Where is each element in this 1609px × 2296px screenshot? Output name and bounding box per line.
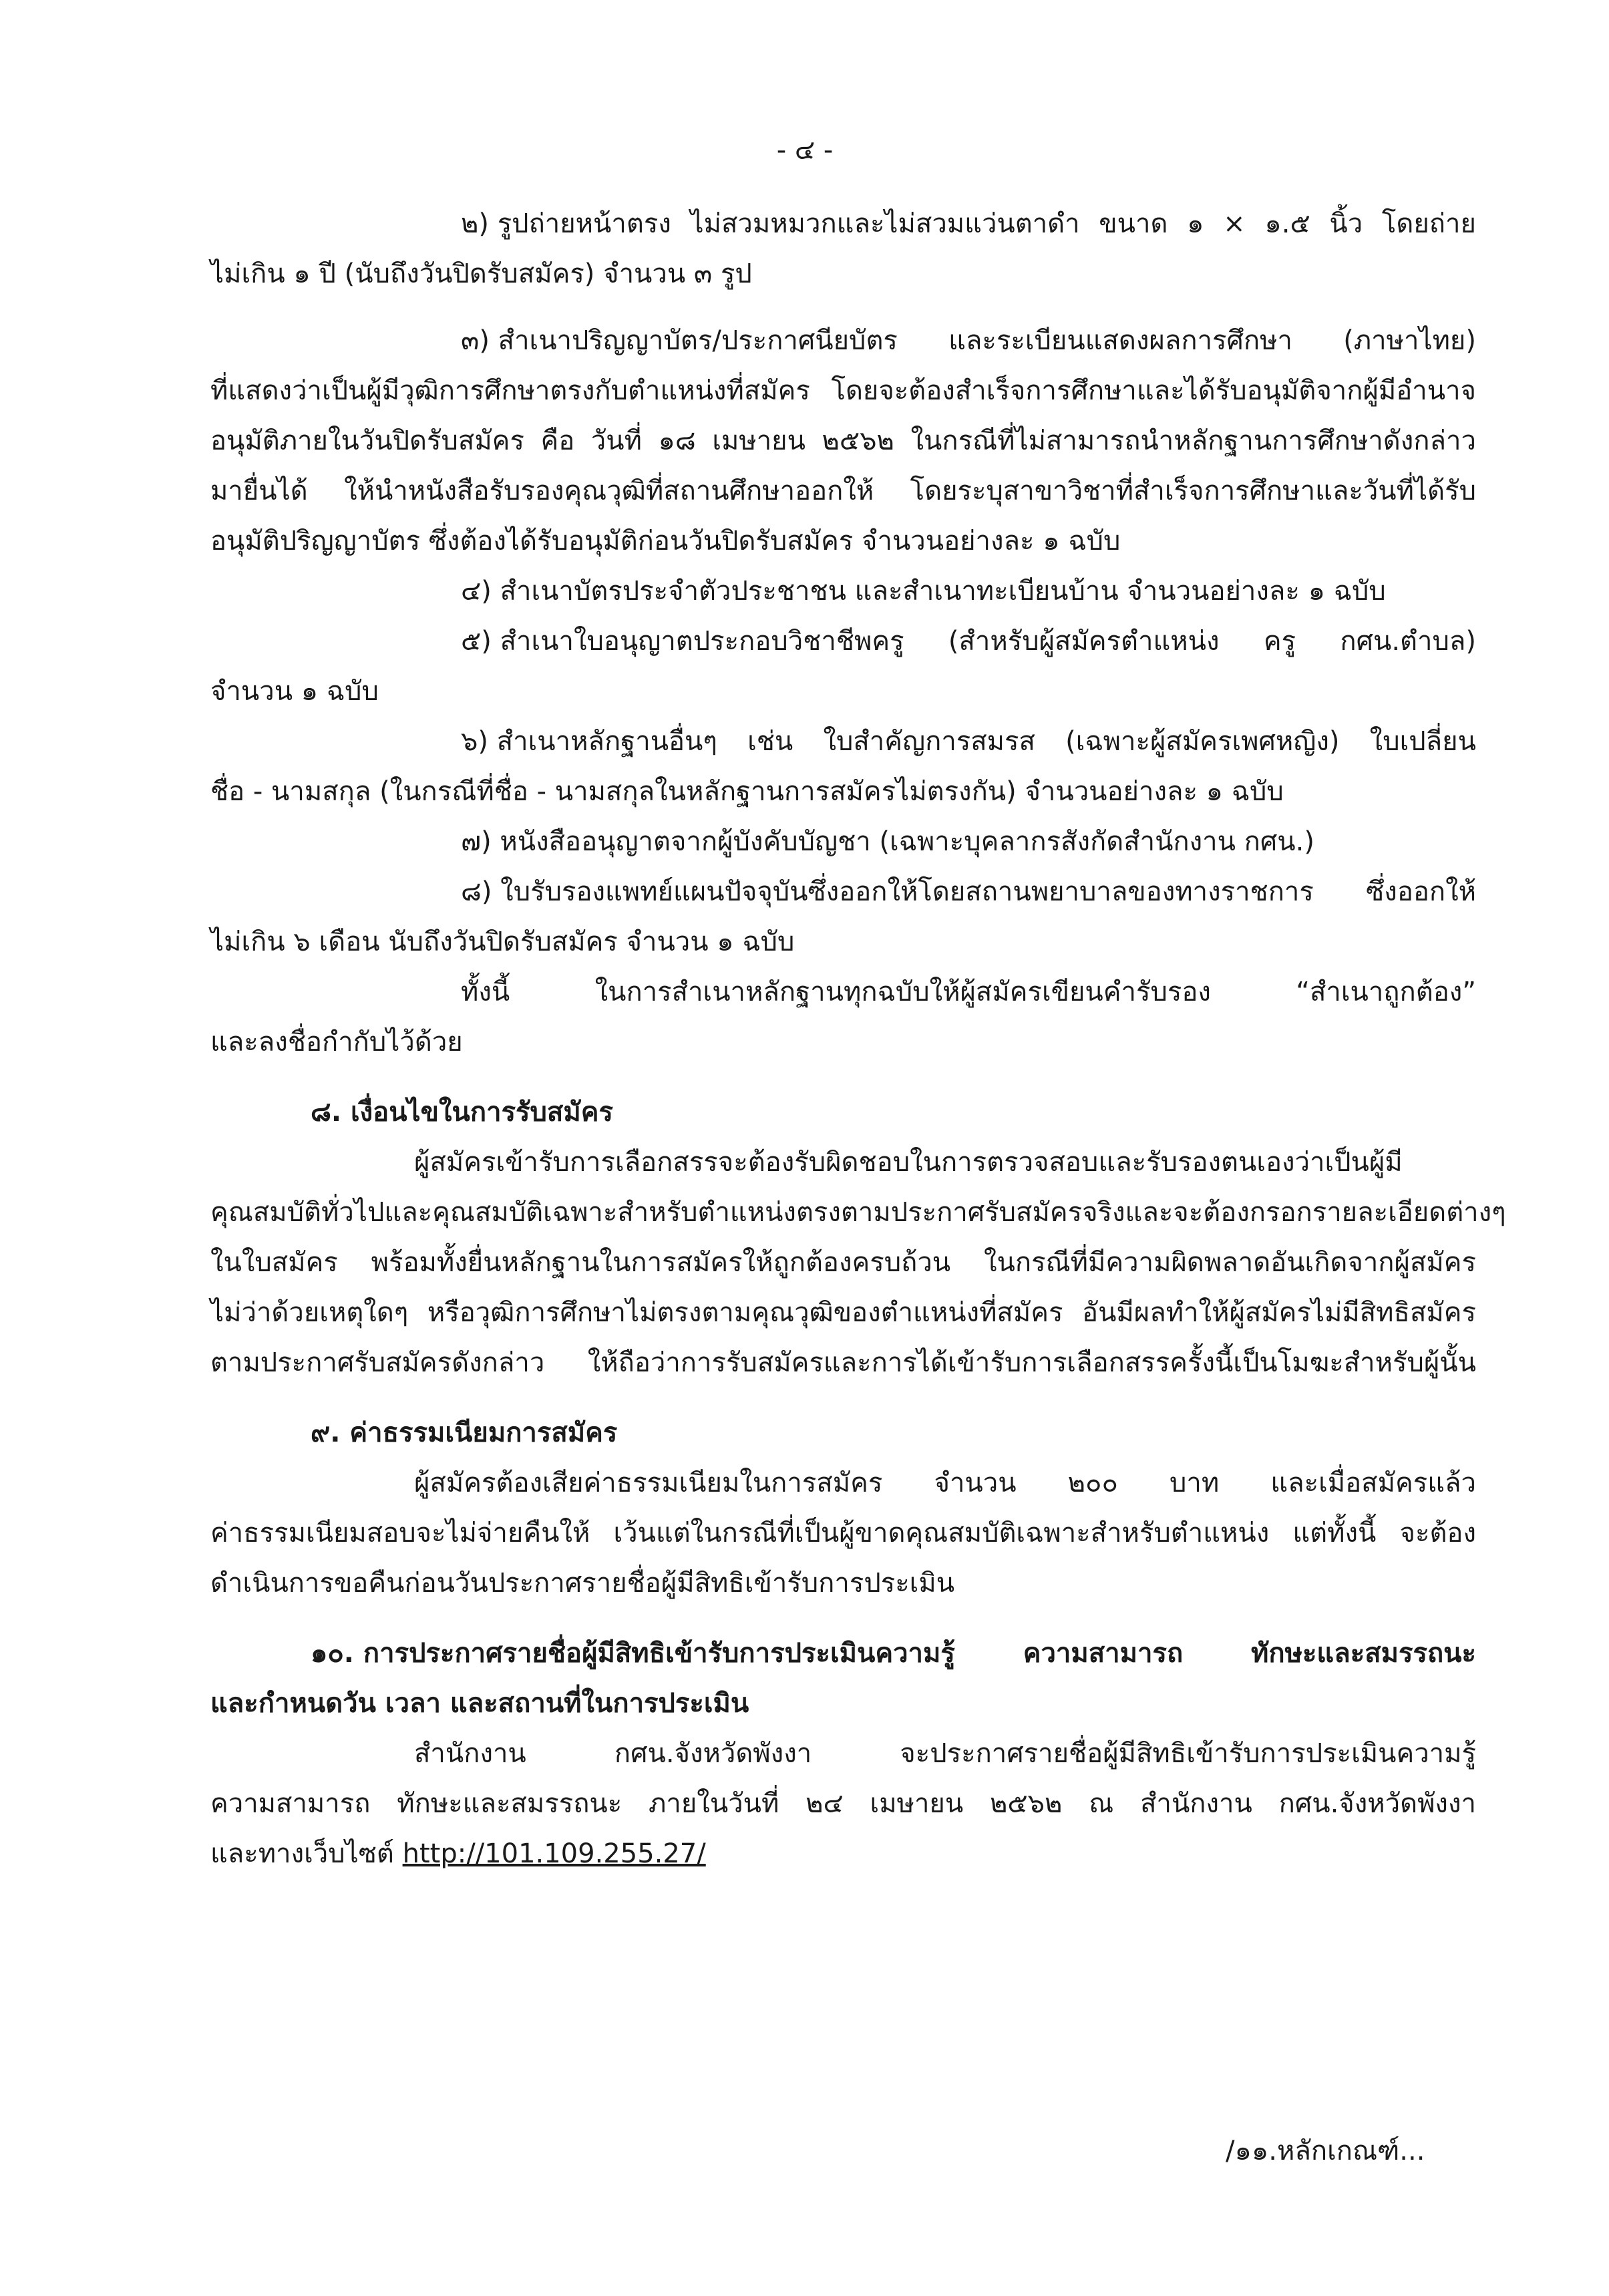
word-group: แต่ทั้งนี้ — [1292, 1518, 1377, 1548]
word-group: ตามประกาศรับสมัครดังกล่าว — [210, 1347, 545, 1378]
word-group: วันที่ — [590, 426, 642, 456]
word-group: โดยจะต้องสำเร็จการศึกษาและได้รับอนุมัติจากผู้มีอำนาจ — [831, 375, 1476, 406]
section-10-heading-line-1 — [311, 1640, 1476, 1667]
word-group: อนุมัติภายในวันปิดรับสมัคร — [210, 426, 524, 456]
section-8-line-4 — [210, 1299, 1476, 1326]
section-9-line-2 — [210, 1520, 1476, 1546]
word-group: กศน.ตำบล) — [1340, 626, 1476, 657]
item-3-line-1 — [461, 327, 1476, 354]
word-group: ค่าธรรมเนียมสอบจะไม่จ่ายคืนให้ — [210, 1518, 590, 1548]
word-group: ในใบสมัคร — [210, 1247, 338, 1278]
item-2-line-2: ไม่เกิน ๑ ปี (นับถึงวันปิดรับสมัคร) จำนวน ๓ รูป — [210, 259, 752, 289]
item-3-line-4 — [210, 478, 1476, 504]
word-group: จะประกาศรายชื่อผู้มีสิทธิเข้ารับการประเมินความรู้ — [900, 1738, 1476, 1769]
word-group: โดยระบุสาขาวิชาที่สำเร็จการศึกษาและวันที่ได้รับ — [910, 476, 1476, 506]
word-group: ในกรณีที่ไม่สามารถนำหลักฐานการศึกษาดังกล่าว — [910, 426, 1476, 456]
word-group: ๑๘ — [658, 426, 696, 456]
word-group: เมษายน — [712, 426, 806, 456]
word-group: ๑๐. การประกาศรายชื่อผู้มีสิทธิเข้ารับการประเมินความรู้ — [311, 1638, 955, 1669]
section-8-line-5 — [210, 1349, 1476, 1376]
word-group: คือ — [540, 426, 575, 456]
continuation-marker: /๑๑.หลักเกณฑ์... — [1226, 2136, 1425, 2166]
item-3-line-3 — [210, 428, 1476, 454]
word-group: (สำหรับผู้สมัครตำแหน่ง — [948, 626, 1220, 657]
website-link[interactable]: http://101.109.255.27/ — [402, 1838, 706, 1869]
word-group: ให้นำหนังสือรับรองคุณวุฒิที่สถานศึกษาออกให้ — [344, 476, 874, 506]
section-8-heading: ๘. เงื่อนไขในการรับสมัคร — [311, 1097, 613, 1128]
word-group: จำนวน — [934, 1468, 1017, 1498]
word-group: คุณสมบัติทั่วไปและคุณสมบัติเฉพาะสำหรับตำแหน่งตรงตามประกาศรับสมัครจริง — [210, 1197, 1125, 1228]
section-8-line-2 — [210, 1197, 1506, 1228]
item-6-line-2: ชื่อ - นามสกุล (ในกรณีที่ชื่อ - นามสกุลในหลักฐานการสมัครไม่ตรงกัน) จำนวนอย่างละ ๑ ฉบับ — [210, 776, 1284, 807]
word-group: สำนักงาน — [1140, 1788, 1252, 1819]
word-group: ในกรณีที่มีความผิดพลาดอันเกิดจากผู้สมัคร — [983, 1247, 1476, 1278]
word-group: ซึ่งออกให้ — [1366, 876, 1476, 907]
section-8-line-1: ผู้สมัครเข้ารับการเลือกสรรจะต้องรับผิดชอบในการตรวจสอบและรับรองตนเองว่าเป็นผู้มี — [414, 1147, 1403, 1178]
word-group: ๕) สำเนาใบอนุญาตประกอบวิชาชีพครู — [461, 626, 904, 657]
word-group: (เฉพาะผู้สมัครเพศหญิง) — [1065, 726, 1340, 757]
page-number: - ๔ - — [776, 135, 834, 166]
word-group: ไม่สวมหมวกและไม่สวมแว่นตาดำ — [690, 208, 1080, 239]
item-7: ๗) หนังสืออนุญาตจากผู้บังคับบัญชา (เฉพาะบุคลากรสังกัดสำนักงาน กศน.) — [461, 826, 1314, 857]
word-group: และเมื่อสมัครแล้ว — [1270, 1468, 1476, 1498]
word-group: สำนักงาน — [414, 1738, 526, 1769]
item-8-line-2: ไม่เกิน ๖ เดือน นับถึงวันปิดรับสมัคร จำนวน ๑ ฉบับ — [210, 927, 795, 957]
item-3-line-5: อนุมัติปริญญาบัตร ซึ่งต้องได้รับอนุมัติก่อนวันปิดรับสมัคร จำนวนอย่างละ ๑ ฉบับ — [210, 526, 1121, 556]
word-group: เว้นแต่ในกรณีที่เป็นผู้ขาดคุณสมบัติเฉพาะสำหรับตำแหน่ง — [613, 1518, 1270, 1548]
word-group: ภายในวันที่ — [649, 1788, 779, 1819]
website-label: และทางเว็บไซต์ — [210, 1838, 403, 1869]
word-group: ความสามารถ — [1023, 1638, 1184, 1669]
word-group: ๒) รูปถ่ายหน้าตรง — [461, 208, 671, 239]
item-5-line-2: จำนวน ๑ ฉบับ — [210, 676, 379, 707]
word-group: ณ — [1089, 1788, 1114, 1819]
word-group: กศน.จังหวัดพังงา — [1278, 1788, 1476, 1819]
word-group: อันมีผลทำให้ผู้สมัครไม่มีสิทธิสมัคร — [1082, 1297, 1476, 1328]
section-9-heading: ๙. ค่าธรรมเนียมการสมัคร — [311, 1418, 618, 1448]
word-group: นิ้ว — [1329, 208, 1363, 239]
word-group: ๒๕๖๒ — [989, 1788, 1063, 1819]
word-group: มายื่นได้ — [210, 476, 308, 506]
word-group: และจะต้องกรอกรายละเอียดต่างๆ — [1125, 1197, 1506, 1228]
word-group: กศน.จังหวัดพังงา — [614, 1738, 812, 1769]
section-8-line-3 — [210, 1249, 1476, 1276]
word-group: ๑ — [1187, 208, 1204, 239]
word-group: ทักษะและสมรรถนะ — [1250, 1638, 1476, 1669]
word-group: จะต้อง — [1399, 1518, 1476, 1548]
word-group: ๒๕๖๒ — [822, 426, 894, 456]
word-group: ๒๐๐ — [1067, 1468, 1118, 1498]
word-group: ขนาด — [1099, 208, 1168, 239]
word-group: บาท — [1170, 1468, 1220, 1498]
section-9-line-1 — [414, 1470, 1476, 1496]
word-group: โดยถ่าย — [1381, 208, 1476, 239]
word-group: ๒๔ — [806, 1788, 844, 1819]
word-group: ใบเปลี่ยน — [1369, 726, 1476, 757]
word-group: ครู — [1263, 626, 1296, 657]
section-9-line-3: ดำเนินการขอคืนก่อนวันประกาศรายชื่อผู้มีสิทธิเข้ารับการประเมิน — [210, 1568, 955, 1599]
word-group: ๑.๕ — [1264, 208, 1310, 239]
section-10-line-3 — [210, 1840, 706, 1867]
word-group: หรือวุฒิการศึกษาไม่ตรงตามคุณวุฒิของตำแหน่งที่สมัคร — [427, 1297, 1063, 1328]
word-group: ใบสำคัญการสมรส — [823, 726, 1035, 757]
word-group: ๖) สำเนาหลักฐานอื่นๆ — [461, 726, 717, 757]
word-group: ๘) ใบรับรองแพทย์แผนปัจจุบันซึ่งออกให้โดยสถานพยาบาลของทางราชการ — [461, 876, 1314, 907]
section-10-line-2 — [210, 1790, 1476, 1817]
word-group: ในการสำเนาหลักฐานทุกฉบับให้ผู้สมัครเขียนคำรับรอง — [594, 977, 1211, 1007]
note-line-2: และลงชื่อกำกับไว้ด้วย — [210, 1027, 463, 1057]
word-group: พร้อมทั้งยื่นหลักฐานในการสมัครให้ถูกต้องครบถ้วน — [371, 1247, 951, 1278]
item-8-line-1 — [461, 878, 1476, 905]
word-group: ไม่ว่าด้วยเหตุใดๆ — [210, 1297, 409, 1328]
item-2-line-1 — [461, 210, 1476, 237]
section-10-heading-line-2: และกำหนดวัน เวลา และสถานที่ในการประเมิน — [210, 1688, 749, 1719]
word-group: ความสามารถ — [210, 1788, 371, 1819]
section-10-line-1 — [414, 1740, 1476, 1767]
word-group: × — [1223, 208, 1246, 239]
word-group: ๓) สำเนาปริญญาบัตร/ประกาศนียบัตร — [461, 325, 898, 356]
word-group: เมษายน — [870, 1788, 964, 1819]
word-group: ให้ถือว่าการรับสมัครและการได้เข้ารับการเลือกสรรครั้งนี้เป็นโมฆะสำหรับผู้นั้น — [587, 1347, 1476, 1378]
word-group: “สำเนาถูกต้อง” — [1296, 977, 1476, 1007]
item-6-line-1 — [461, 728, 1476, 755]
word-group: ที่แสดงว่าเป็นผู้มีวุฒิการศึกษาตรงกับตำแหน่งที่สมัคร — [210, 375, 810, 406]
word-group: ทั้งนี้ — [461, 977, 510, 1007]
item-3-line-2 — [210, 377, 1476, 404]
word-group: ทักษะและสมรรถนะ — [397, 1788, 622, 1819]
word-group: เช่น — [747, 726, 793, 757]
word-group: และระเบียนแสดงผลการศึกษา — [948, 325, 1292, 356]
word-group: ผู้สมัครต้องเสียค่าธรรมเนียมในการสมัคร — [414, 1468, 883, 1498]
item-4: ๔) สำเนาบัตรประจำตัวประชาชน และสำเนาทะเบียนบ้าน จำนวนอย่างละ ๑ ฉบับ — [461, 576, 1386, 607]
word-group: (ภาษาไทย) — [1343, 325, 1476, 356]
item-5-line-1 — [461, 628, 1476, 655]
note-line-1 — [461, 979, 1476, 1005]
